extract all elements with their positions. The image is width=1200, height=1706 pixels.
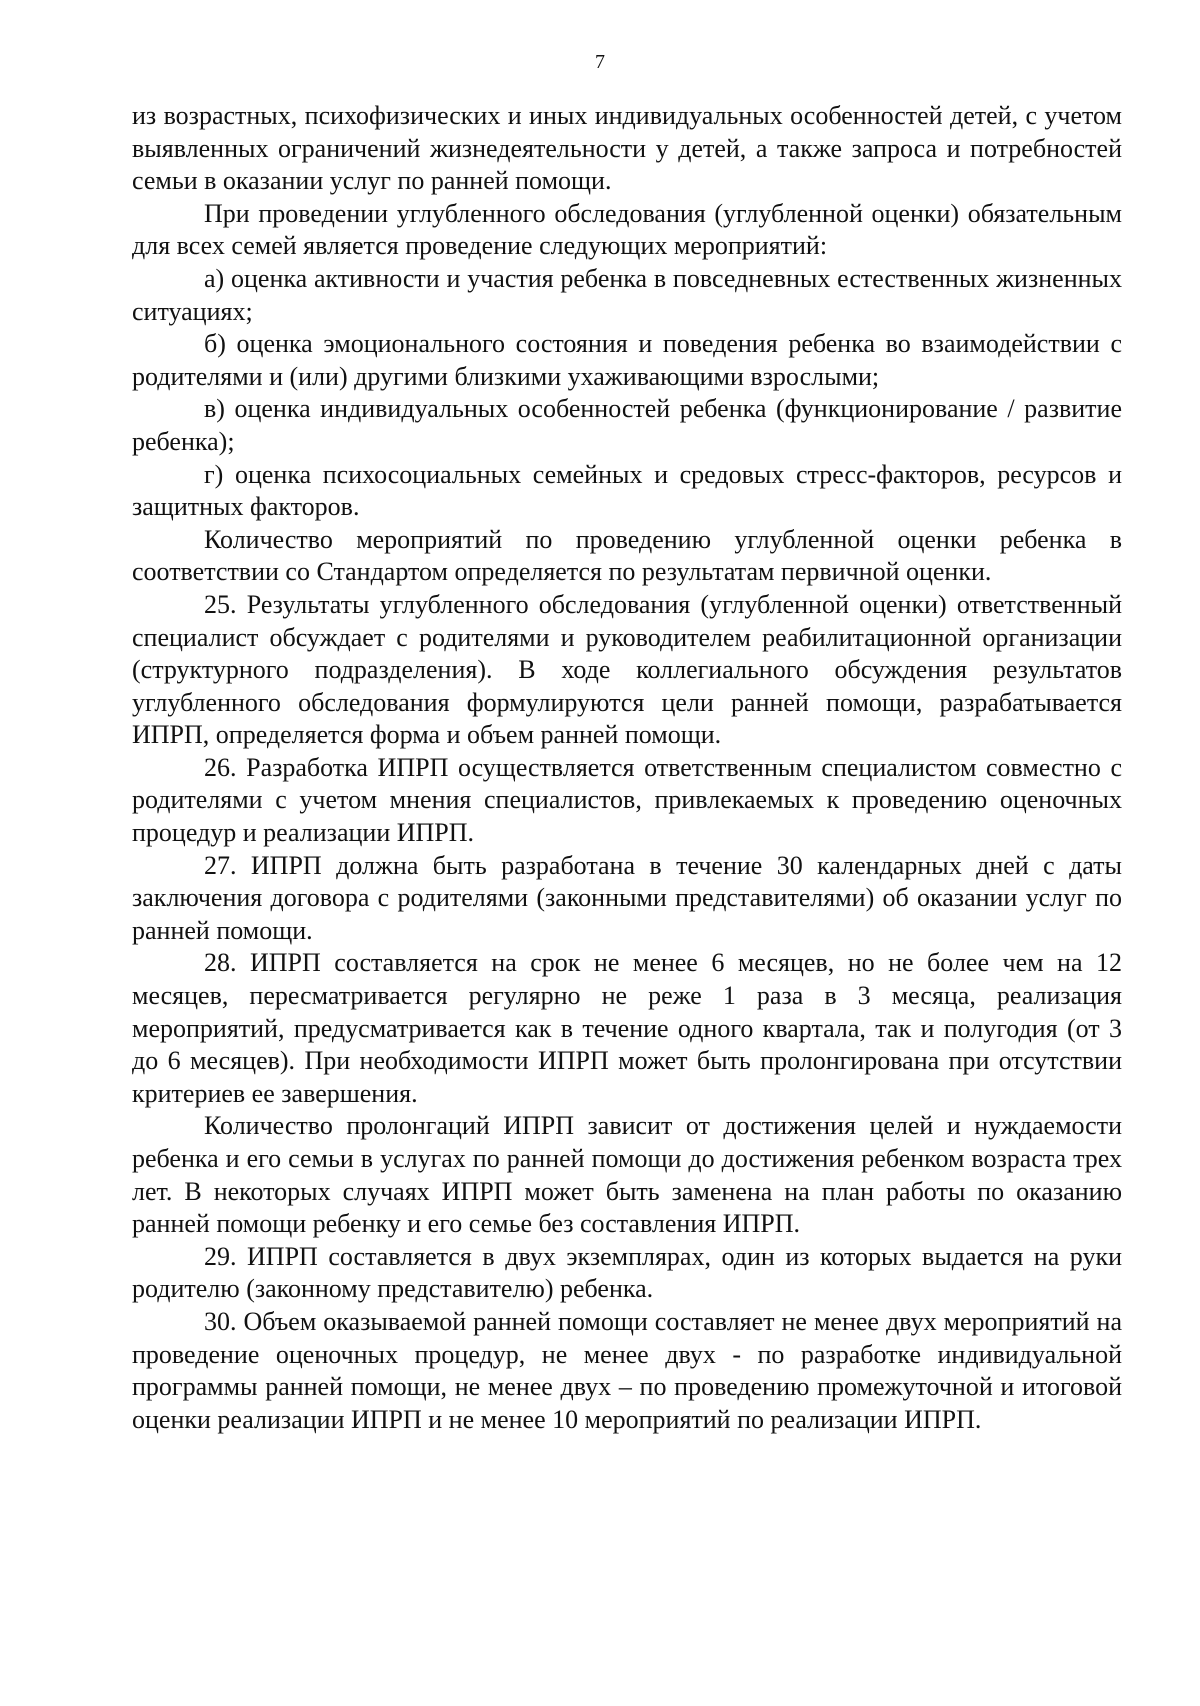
list-item-g: г) оценка психосоциальных семейных и средовых стресс-факторов, ресурсов и защитных факторов. xyxy=(132,459,1122,522)
clause-29: 29. ИПРП составляется в двух экземплярах, один из которых выдается на руки родителю (законному представителю) ребенка. xyxy=(132,1241,1122,1304)
paragraph-prolongations: Количество пролонгаций ИПРП зависит от достижения целей и нуждаемости ребенка и его семьи в услугах по ранней помощи до достижения ребенком возраста трех лет. В некоторых случаях ИПРП может быть заменена на план работы по оказанию ранней помощи ребенку и его семье без составления ИПРП. xyxy=(132,1111,1122,1239)
clause-27: 27. ИПРП должна быть разработана в течение 30 календарных дней с даты заключения договора с родителями (законными представителями) об оказании услуг по ранней помощи. xyxy=(132,850,1122,945)
clause-26: 26. Разработка ИПРП осуществляется ответственным специалистом совместно с родителями с учетом мнения специалистов, привлекаемых к проведению оценочных процедур и реализации ИПРП. xyxy=(132,752,1122,848)
paragraph-continuation: из возрастных, психофизических и иных индивидуальных особенностей детей, с учетом выявленных ограничений жизнедеятельности у детей, а также запроса и потребностей семьи в оказании услуг по ранней помощи. xyxy=(132,101,1122,196)
document-body xyxy=(132,100,1122,1436)
clause-30: 30. Объем оказываемой ранней помощи составляет не менее двух мероприятий на проведение оценочных процедур, не менее двух - по разработке индивидуальной программы ранней помощи, не менее двух – по проведению промежуточной и итоговой оценки реализации ИПРП и не менее 10 мероприятий по реализации ИПРП. xyxy=(132,1306,1122,1434)
page-number: 7 xyxy=(595,51,605,73)
paragraph-deep-assessment-intro: При проведении углубленного обследования (углубленной оценки) обязательным для всех семей является проведение следующих мероприятий: xyxy=(132,198,1122,261)
list-item-b: б) оценка эмоционального состояния и поведения ребенка во взаимодействии с родителями и (или) другими близкими ухаживающими взрослыми; xyxy=(132,329,1122,391)
paragraph-assessment-count: Количество мероприятий по проведению углубленной оценки ребенка в соответствии со Стандартом определяется по результатам первичной оценки. xyxy=(132,524,1122,587)
clause-28: 28. ИПРП составляется на срок не менее 6 месяцев, но не более чем на 12 месяцев, пересматривается регулярно не реже 1 раза в 3 месяца, реализация мероприятий, предусматривается как в течение одного квартала, так и полугодия (от 3 до 6 месяцев). При необходимости ИПРП может быть пролонгирована при отсутствии критериев ее завершения. xyxy=(132,948,1122,1108)
list-item-v: в) оценка индивидуальных особенностей ребенка (функционирование / развитие ребенка); xyxy=(132,394,1122,456)
clause-25: 25. Результаты углубленного обследования (углубленной оценки) ответственный специалист обсуждает с родителями и руководителем реабилитационной организации (структурного подразделения). В ходе коллегиального обсуждения результатов углубленного обследования формулируются цели ранней помощи, разрабатывается ИПРП, определяется форма и объем ранней помощи. xyxy=(132,589,1122,750)
list-item-a: а) оценка активности и участия ребенка в повседневных естественных жизненных ситуациях; xyxy=(132,263,1122,326)
